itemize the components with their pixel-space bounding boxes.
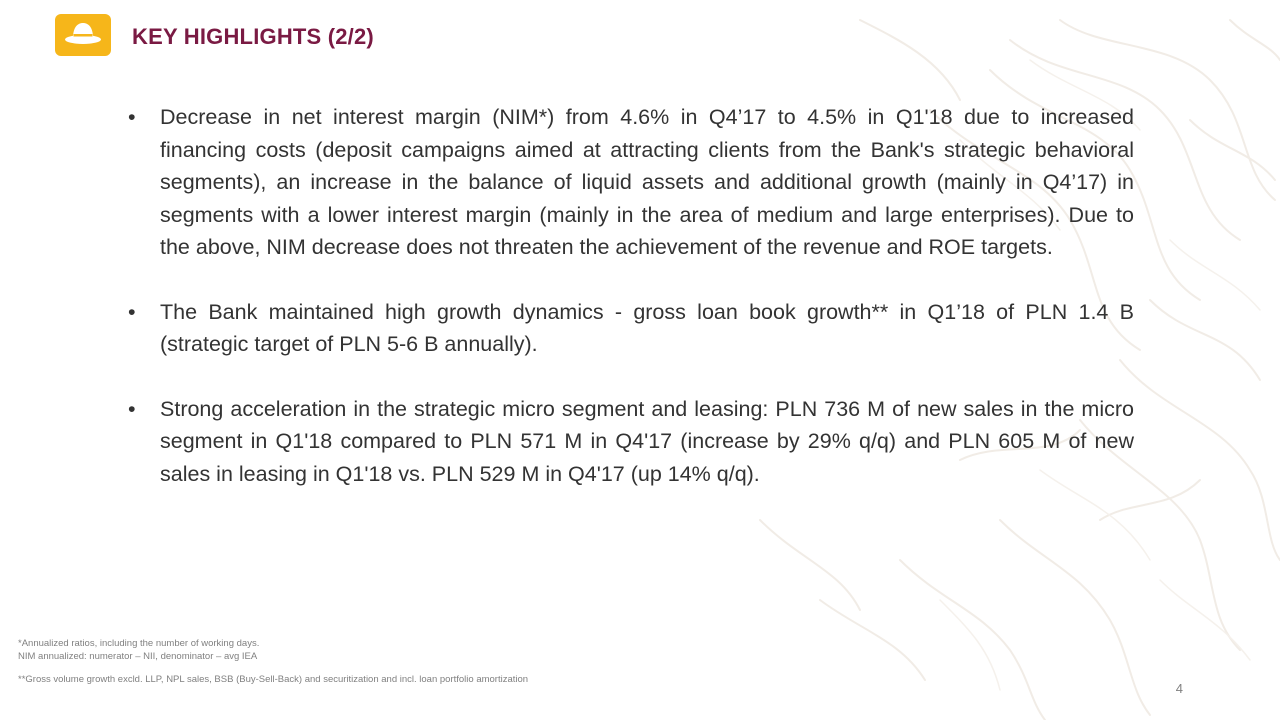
slide-title: KEY HIGHLIGHTS (2/2) — [132, 24, 374, 49]
list-item — [128, 393, 1134, 491]
bullet-marker: • — [128, 396, 136, 421]
footnote-annualized: *Annualized ratios, including the number of working days. — [18, 638, 260, 649]
bullet-text: The Bank maintained high growth dynamics - gross loan book growth** in Q1’18 of PLN 1.4 B (strategic target of PLN 5-6 B annually). — [160, 299, 1134, 356]
list-item — [128, 296, 1134, 361]
footnotes — [18, 637, 528, 686]
bullet-text: Decrease in net interest margin (NIM*) from 4.6% in Q4’17 to 4.5% in Q1'18 due to increased financing costs (deposit campaigns aimed at attracting clients from the Bank's strategic behavioral segments), an increase in the balance of liquid assets and additional growth (mainly in Q4’17) in segments with a lower interest margin (mainly in the area of medium and large enterprises). Due to the above, NIM decrease does not threaten the achievement of the revenue and ROE targets. — [160, 105, 1134, 259]
page-number: 4 — [1175, 681, 1183, 696]
bullet-marker: • — [128, 299, 136, 324]
highlights-list — [128, 101, 1134, 522]
list-item — [128, 101, 1134, 264]
bullet-marker: • — [128, 105, 136, 129]
footnote-nim: NIM annualized: numerator – NII, denominator – avg IEA — [18, 651, 258, 662]
brand-logo — [55, 14, 111, 56]
bullet-text: Strong acceleration in the strategic micro segment and leasing: PLN 736 M of new sales in the micro segment in Q1'18 compared to PLN 571 M in Q4'17 (increase by 29% q/q) and PLN 605 M of new sales in leasing in Q1'18 vs. PLN 529 M in Q4'17 (up 14% q/q). — [160, 396, 1134, 486]
bowler-hat-icon — [55, 14, 111, 56]
footnote-gross-volume: **Gross volume growth excld. LLP, NPL sales, BSB (Buy-Sell-Back) and securitization and incl. loan portfolio amortization — [18, 674, 529, 685]
